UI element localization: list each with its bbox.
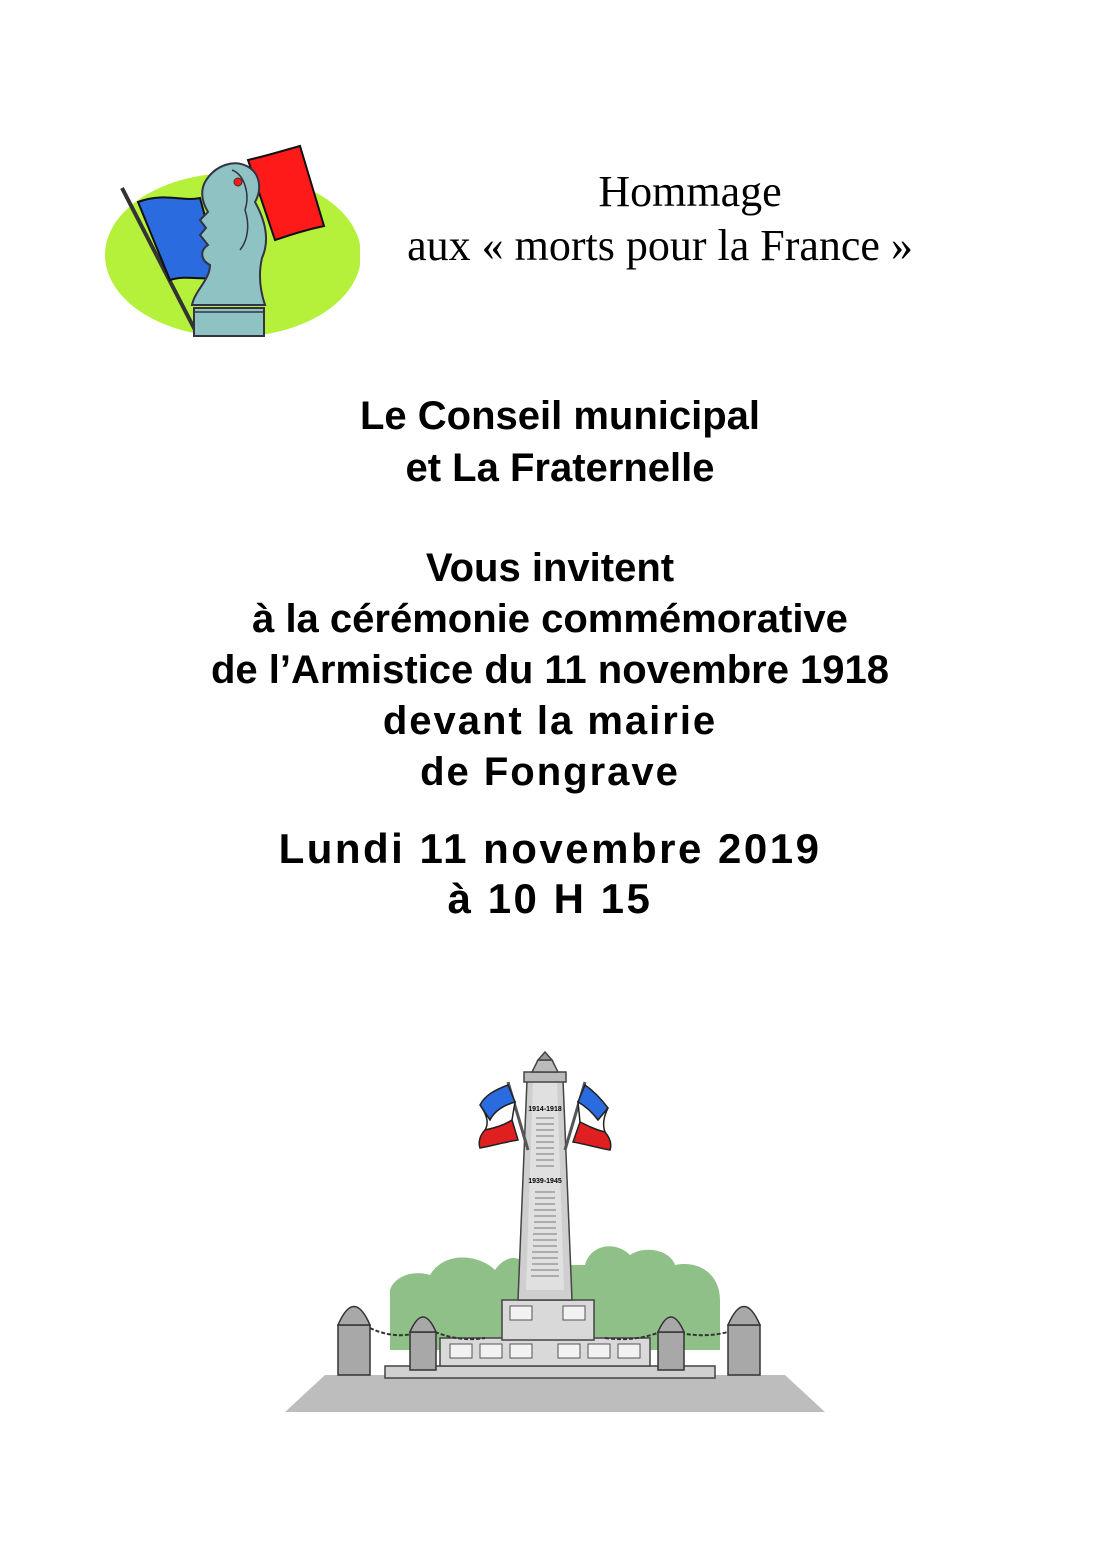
event-time: à 10 H 15	[447, 875, 653, 922]
organizers-line-1: Le Conseil municipal	[359, 394, 761, 438]
invitation	[0, 543, 1100, 798]
invitation-line-4: devant la mairie	[382, 699, 718, 743]
invitation-line-2: à la cérémonie commémorative	[252, 597, 848, 641]
invitation-line-1: Vous invitent	[425, 546, 675, 590]
marianne-bust	[192, 163, 266, 305]
plaque-top-text: 1914-1918	[528, 1106, 562, 1113]
header-line-1: Hommage	[598, 167, 782, 216]
right-flag	[565, 1082, 611, 1150]
invitation-line-3: de l’Armistice du 11 novembre 1918	[210, 648, 890, 692]
organizers	[0, 390, 1100, 494]
ground	[285, 1375, 825, 1412]
invitation-line-5: de Fongrave	[420, 750, 680, 794]
war-memorial-illustration	[280, 1050, 830, 1415]
header-title	[330, 165, 990, 273]
event-datetime	[0, 824, 1100, 924]
event-date: Lundi 11 novembre 2019	[278, 825, 822, 872]
marianne-flag-emblem	[100, 140, 360, 345]
header-line-2: aux « morts pour la France »	[407, 221, 913, 270]
organizers-line-2: et La Fraternelle	[405, 446, 715, 490]
left-flag	[479, 1082, 528, 1150]
plaque-mid-text: 1939-1945	[528, 1178, 562, 1185]
